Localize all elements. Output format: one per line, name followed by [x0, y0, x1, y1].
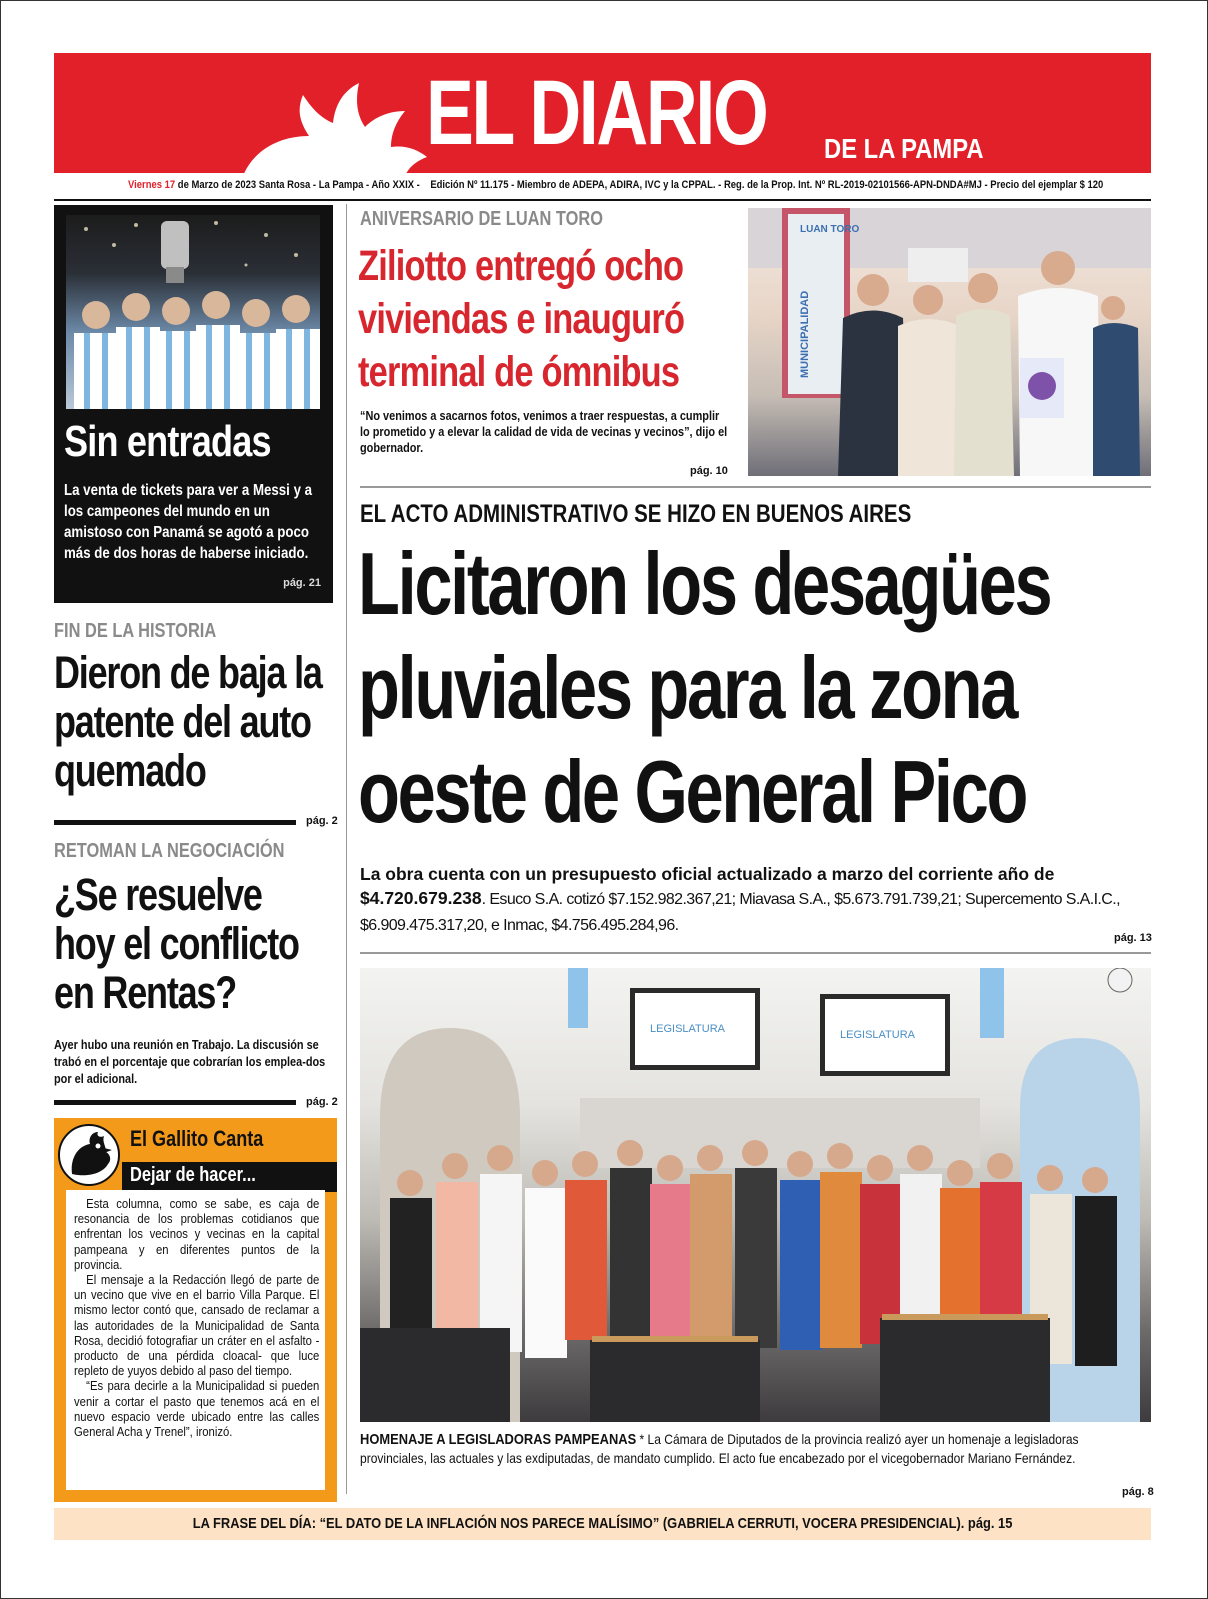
gallito-text: [74, 1196, 319, 1439]
photo-caption-bold: HOMENAJE A LEGISLADORAS PAMPEANAS: [360, 1431, 637, 1448]
gallito-subtitle: Dejar de hacer...: [122, 1162, 337, 1192]
newspaper-title: EL DIARIO: [426, 62, 767, 164]
sidebar-top-text: La venta de tickets para ver a Messi y a los campeones del mundo en un amistoso con Panamá se agotó a poco más de dos horas de haberse iniciado.: [64, 482, 313, 562]
main-story-page: pág. 13: [1114, 932, 1152, 944]
gallito-body: [66, 1190, 325, 1490]
quote-of-the-day-bar: [54, 1508, 1151, 1540]
main-story-dek-bold: La obra cuenta con un presupuesto oficial actualizado a marzo del corriente año de $4.720.679.238: [360, 864, 1055, 908]
main-story-rule: [360, 952, 1151, 954]
photo-caption: [360, 1430, 1134, 1468]
story1-rule: [54, 820, 296, 825]
story1-kicker: FIN DE LA HISTORIA: [54, 620, 217, 642]
dateline: [128, 179, 1104, 191]
photo-caption-rest: * La Cámara de Diputados de la provincia realizó ayer un homenaje a legisladoras provinciales, las actuales y las exdiputadas, de mandato cumplido. El acto fue encabezado por el vicegobernador Mariano Fernández.: [360, 1431, 1079, 1466]
story1-headline[interactable]: Dieron de baja la patente del auto quemado: [54, 647, 322, 796]
screen-right-text: LEGISLATURA: [840, 1029, 915, 1041]
legislature-photo: [360, 968, 1151, 1422]
story1-page: pág. 2: [306, 815, 338, 827]
dateline-date: Viernes 17: [128, 179, 176, 191]
story2-kicker: RETOMAN LA NEGOCIACIÓN: [54, 840, 285, 862]
celebration-illustration-icon: [66, 215, 320, 409]
newspaper-subtitle: DE LA PAMPA: [824, 133, 984, 164]
main-story-kicker: EL ACTO ADMINISTRATIVO SE HIZO EN BUENOS AIRES: [360, 500, 912, 528]
photo-sign-muni: MUNICIPALIDAD: [799, 290, 811, 378]
messi-photo: [66, 215, 320, 409]
sun-logo-icon: [219, 81, 439, 173]
top-story-headline[interactable]: Ziliotto entregó ocho viviendas e inauguró terminal de ómnibus: [358, 242, 685, 396]
main-story-dek-rest: . Esuco S.A. cotizó $7.152.982.367,21; Miavasa S.A., $5.673.791.739,21; Supercemento S.A.I.C., $6.909.475.317,20, e Inmac, $4.756.495.284,96.: [360, 891, 1120, 934]
top-story-page: pág. 10: [690, 465, 728, 477]
sidebar-top-headline: Sin entradas: [64, 417, 271, 466]
story2-page: pág. 2: [306, 1096, 338, 1108]
quote-of-the-day: LA FRASE DEL DÍA: “EL DATO DE LA INFLACIÓN NOS PARECE MALÍSIMO” (GABRIELA CERRUTI, VOCERA PRESIDENCIAL). pág. 15: [192, 1515, 1013, 1532]
gallito-paragraph: Esta columna, como se sabe, es caja de resonancia de los problemas cotidianos que enfrentan los vecinos y vecinas en la capital pampeana y en diferentes puntos de la provincia.: [74, 1196, 320, 1272]
top-story-quote: “No venimos a sacarnos fotos, venimos a traer respuestas, a cumplir lo prometido y a elevar la calidad de vida de vecinas y vecinos”, dijo el gobernador.: [360, 408, 728, 455]
main-story-dek: [360, 862, 1151, 938]
column-divider: [346, 204, 347, 1494]
gallito-title: El Gallito Canta: [130, 1126, 264, 1151]
photo-story-page: pág. 8: [1122, 1486, 1154, 1498]
dateline-place: de Marzo de 2023 Santa Rosa - La Pampa - Año XXIX -: [177, 179, 420, 191]
story2-rule: [54, 1100, 296, 1105]
gallito-paragraph: El mensaje a la Redacción llegó de parte de un vecino que vive en el barrio Villa Parque. El mismo lector contó que, cansado de reclamar a las autoridades de la Municipalidad de Santa Rosa, decidió fotografiar un cráter en el asfalto -producto de una pérdida cloacal- que luce repleto de yuyos debido al paso del tiempo.: [74, 1272, 320, 1379]
photo-sign-luan: LUAN TORO: [800, 224, 860, 235]
gallito-column[interactable]: [54, 1118, 337, 1502]
sidebar-top-page: pág. 21: [283, 577, 321, 589]
top-rule: [54, 199, 1151, 201]
luan-toro-photo: [748, 208, 1151, 476]
dateline-info: Edición Nº 11.175 - Miembro de ADEPA, ADIRA, IVC y la CPPAL. - Reg. de la Prop. Int. Nº RL-2019-02101566-APN-DNDA#MJ - Precio del ejemplar $ 120: [430, 179, 1104, 191]
masthead: [54, 53, 1151, 173]
story2-headline[interactable]: ¿Se resuelve hoy el conflicto en Rentas?: [54, 869, 299, 1018]
screen-left-text: LEGISLATURA: [650, 1023, 725, 1035]
top-story-kicker: ANIVERSARIO DE LUAN TORO: [360, 208, 603, 230]
gallito-paragraph: “Es para decirle a la Municipalidad si pueden venir a cortar el pasto que tenemos acá en el nuevo espacio verde ubicado entre las calles General Acha y Trenel”, ironizó.: [74, 1378, 320, 1440]
top-story-rule: [360, 486, 1151, 488]
sidebar-top-story[interactable]: [54, 205, 333, 603]
main-story-headline[interactable]: Licitaron los desagües pluviales para la zona oeste de General Pico: [358, 534, 1051, 841]
rooster-icon: [58, 1124, 120, 1186]
story2-text: Ayer hubo una reunión en Trabajo. La discusión se trabó en el porcentaje que cobrarían los emplea-dos por el adicional.: [54, 1037, 326, 1086]
